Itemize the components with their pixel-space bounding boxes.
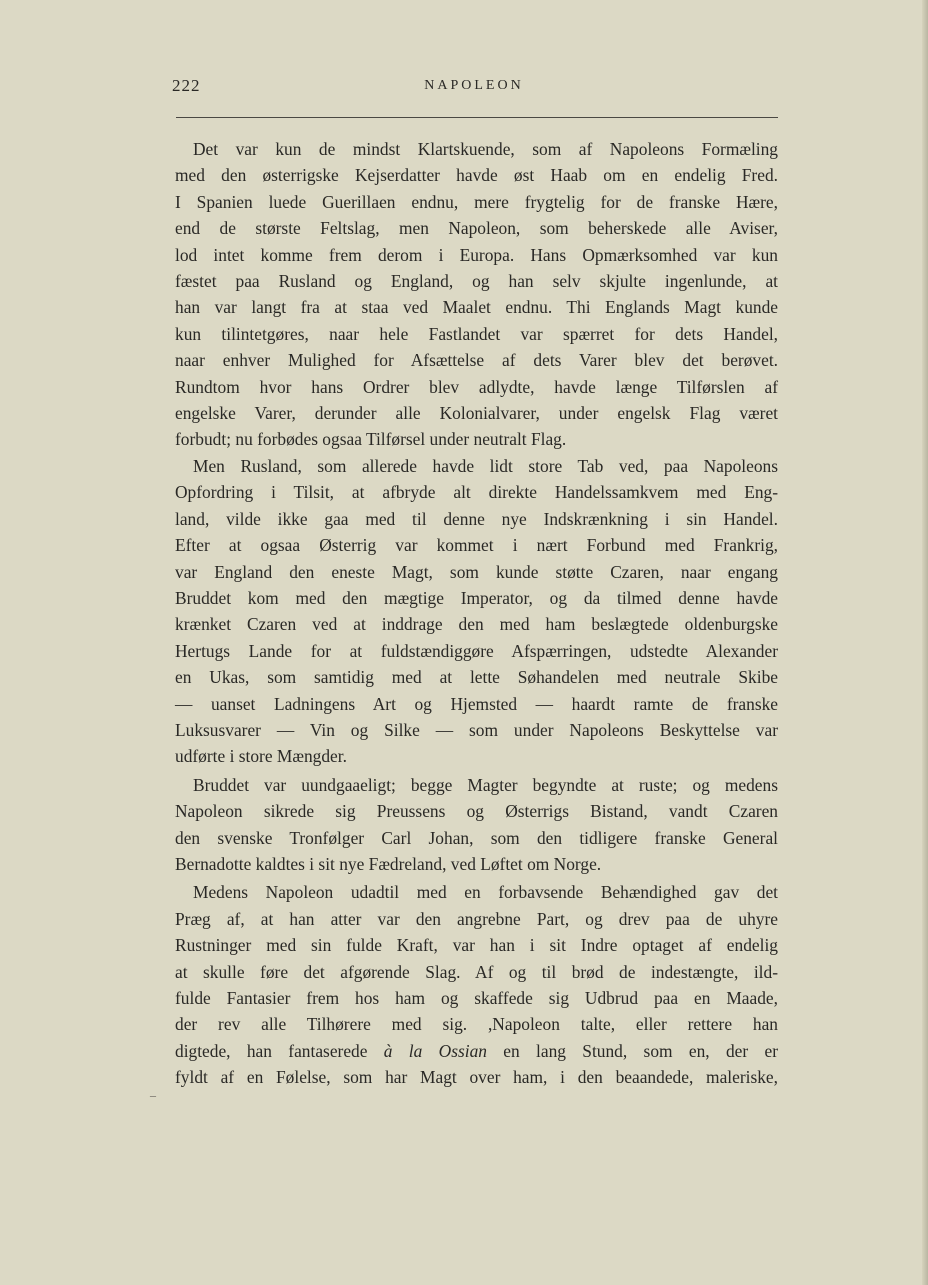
page-number: 222 <box>172 76 201 95</box>
stray-mark: _ <box>150 1084 156 1098</box>
text-line: Napoleon sikrede sig Preussens og Østerrigs Bistand, vandt Czaren <box>175 801 778 822</box>
text-line: Bruddet var uundgaaeligt; begge Magter begyndte at ruste; og medens <box>193 774 778 795</box>
text-line: Det var kun de mindst Klartskuende, som af Napoleons Formæling <box>193 139 778 159</box>
text-line: engelske Varer, derunder alle Kolonialvarer, under engelsk Flag været <box>175 403 778 424</box>
body-text <box>175 136 778 1091</box>
text-line: med den østerrigske Kejserdatter havde øst Haab om en endelig Fred. <box>175 165 778 186</box>
text-line: han var langt fra at staa ved Maalet endnu. Thi Englands Magt kunde <box>175 297 778 318</box>
text-line: Bernadotte kaldtes i sit nye Fædreland, ved Løftet om Norge. <box>175 853 602 874</box>
text-line: Rustninger med sin fulde Kraft, var han i sit Indre optaget af endelig <box>175 935 778 956</box>
text-line: der rev alle Tilhørere med sig. ,Napoleon talte, eller rettere han <box>175 1014 778 1035</box>
text-line: Men Rusland, som allerede havde lidt store Tab ved, paa Napoleons <box>193 455 778 476</box>
text-line: forbudt; nu forbødes ogsaa Tilførsel under neutralt Flag. <box>175 429 567 450</box>
text-line: udførte i store Mængder. <box>175 746 347 767</box>
text-line: Efter at ogsaa Østerrig var kommet i nært Forbund med Frankrig, <box>175 535 778 556</box>
text-line: fulde Fantasier frem hos ham og skaffede sig Udbrud paa en Maade, <box>175 988 778 1008</box>
text-line-mixed <box>175 1038 778 1064</box>
text-line: fyldt af en Følelse, som har Magt over ham, i den beaandede, maleriske, <box>175 1067 778 1088</box>
text-line: Hertugs Lande for at fuldstændiggøre Afspærringen, udstedte Alexander <box>175 640 778 661</box>
text-line: naar enhver Mulighed for Afsættelse af dets Varer blev det berøvet. <box>175 350 778 371</box>
text-line: end de største Feltslag, men Napoleon, som beherskede alle Aviser, <box>175 218 778 239</box>
text-line: Medens Napoleon udadtil med en forbavsende Behændighed gav det <box>193 882 778 903</box>
text-line: kun tilintetgøres, naar hele Fastlandet var spærret for dets Handel, <box>175 323 778 344</box>
page-edge-shadow <box>922 0 928 1285</box>
text-line: at skulle føre det afgørende Slag. Af og til brød de indestængte, ild- <box>175 961 778 982</box>
text-line: var England den eneste Magt, som kunde støtte Czaren, naar engang <box>175 561 778 582</box>
text-line: Præg af, at han atter var den angrebne Part, og drev paa de uhyre <box>175 908 778 929</box>
text-line: — uanset Ladningens Art og Hjemsted — haardt ramte de franske <box>175 693 778 714</box>
header-rule <box>176 117 778 118</box>
running-title: NAPOLEON <box>424 78 524 93</box>
text-line: fæstet paa Rusland og England, og han selv skjulte ingenlunde, at <box>175 271 778 292</box>
text-line: Bruddet kom med den mægtige Imperator, og da tilmed denne havde <box>175 587 778 608</box>
text-line: den svenske Tronfølger Carl Johan, som den tidligere franske General <box>175 827 778 848</box>
text-line: Opfordring i Tilsit, at afbryde alt direkte Handelssamkvem med Eng- <box>175 482 778 503</box>
italic-phrase: à la Ossian <box>383 1040 487 1061</box>
text-segment: en lang Stund, som en, der er <box>486 1040 778 1061</box>
text-line: I Spanien luede Guerillaen endnu, mere frygtelig for de franske Hære, <box>175 191 778 212</box>
text-segment: digtede, han fantaserede <box>175 1040 384 1061</box>
text-line: en Ukas, som samtidig med at lette Søhandelen med neutrale Skibe <box>175 667 778 688</box>
text-line: Rundtom hvor hans Ordrer blev adlydte, havde længe Tilførslen af <box>175 376 778 397</box>
text-line: land, vilde ikke gaa med til denne nye Indskrænkning i sin Handel. <box>175 508 778 529</box>
text-line: Luksusvarer — Vin og Silke — som under Napoleons Beskyttelse var <box>175 719 778 740</box>
text-line: lod intet komme frem derom i Europa. Hans Opmærksomhed var kun <box>175 244 778 265</box>
text-line: krænket Czaren ved at inddrage den med ham beslægtede oldenburgske <box>175 614 778 635</box>
